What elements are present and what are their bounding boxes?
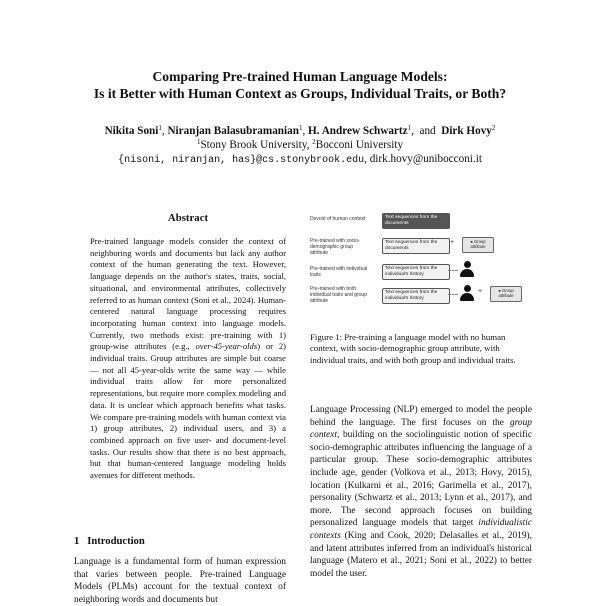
person-icon <box>460 261 474 277</box>
intro-heading <box>74 536 145 547</box>
figure-1 <box>310 212 532 304</box>
author-name: Niranjan Balasubramanian <box>167 125 299 137</box>
intro-title: Introduction <box>87 536 145 547</box>
paper-title-line2: Is it Better with Human Context as Groups, Individual Traits, or Both? <box>93 86 507 101</box>
right-italic-1: group context <box>310 417 532 441</box>
right-text-a: Language Processing (NLP) emerged to model the people behind the language. The first focuses on the <box>310 405 532 428</box>
intro-number: 1 <box>74 536 80 547</box>
fig-group-attr <box>490 286 522 302</box>
fig-text-box: Text sequences from the individual's history <box>382 264 450 280</box>
author-name: Nikita Soni <box>104 125 159 137</box>
fig-text-box: Text sequences from the documents <box>382 213 450 229</box>
abstract-body <box>90 236 286 482</box>
fig-plus: + <box>478 288 483 295</box>
abstract-italic: over-45-year-olds <box>195 341 258 352</box>
fig-text-box: Text sequences from the individual's history <box>382 288 450 304</box>
author-sup: 1 <box>158 124 162 132</box>
right-text-c: (King and Cook, 2020; Delasalles et al., 2019), and latent attributes inferred from an individual's historical language (Matero et al., 2021; Soni et al., 2022) to better model the user. <box>310 530 532 579</box>
affiliations <box>0 138 600 152</box>
fig-group-icon: ● <box>470 239 473 244</box>
fig-row-label: Devoid of human context <box>310 216 366 222</box>
fig-row-label: Pre-trained with socio-demographic group attribute <box>310 238 360 256</box>
right-italic-2: individualistic contexts <box>310 518 532 541</box>
person-icon <box>460 285 474 301</box>
abstract-text-1: Pre-trained language models consider the context of neighboring words and documents but lack any author context of the human generating the text. However, language depends on the author's states, traits, social, situational, and environmental attributes, collectively referred to as human context (Soni et al., 2024). Human-centered natural language processing requires incorporating human context into language models. Currently, two methods exist: pre-training with 1) group-wise attributes (e.g., <box>90 236 286 352</box>
paper-title-line1: Comparing Pre-trained Human Language Models: <box>152 69 448 84</box>
abstract-text-2: ) or 2) individual traits. Group attributes are simple but coarse — not all 45-year-olds write the same way — while individual traits allow for more personalized representations, but require more complex modeling and data. It is unclear which approach benefits what tasks. We compare pre-training models with human context via 1) group attributes, 2) individual users, and 3) a combined approach on five user- and document-level tasks. Our results show that there is no best approach, but that human-centered language modeling holds avenues for different methods. <box>90 341 286 481</box>
fig-row-label: Pre-trained with both individual traits and group attribute <box>310 286 367 304</box>
right-body <box>310 404 532 580</box>
affil-sup: 1 <box>196 138 201 146</box>
author-sup: 1 <box>407 124 412 132</box>
fig-plus: + <box>450 239 455 246</box>
author-name: Dirk Hovy <box>441 125 492 137</box>
fig-group-icon: ● <box>498 288 501 293</box>
fig-row-label: Pre-trained with individual traits <box>310 266 368 278</box>
abstract-heading: Abstract <box>167 212 209 224</box>
email-mono: {nisoni, niranjan, has}@cs.stonybrook.edu <box>118 155 365 166</box>
fig-connector <box>448 294 458 295</box>
emails <box>0 152 600 168</box>
author-name: H. Andrew Schwartz <box>308 125 408 137</box>
author-sup: 2 <box>491 124 496 132</box>
fig-group-attr-label: Group attribute <box>470 239 486 249</box>
intro-body: Language is a fundamental form of human expression that varies between people. Pre-trained Language Models (PLMs) account for the textual context of neighboring words and documents but <box>74 557 286 605</box>
email-plain: , dirk.hovy@unibocconi.it <box>364 153 482 165</box>
fig-connector <box>448 270 458 271</box>
author-and: and <box>419 125 436 137</box>
figure-caption: Figure 1: Pre-training a language model with no human context, with socio-demographic group attribute, with individual traits, and with both group and individual traits. <box>310 332 516 365</box>
right-text-b: , building on the sociolinguistic notion of specific socio-demographic attributes influencing the language of a particular group. These socio-demographic attributes include age, gender (Volkova et al., 2013; Hovy, 2015), location (Kulkarni et al., 2016; Garimella et al., 2017), personality (Schwartz et al., 2013; Lynn et al., 2017), and more. The second approach focuses on building personalized language models that target <box>310 430 532 529</box>
fig-group-attr-label: Group attribute <box>498 288 514 298</box>
fig-text-box: Text sequences from the documents <box>382 238 450 254</box>
author-list: Nikita Soni$^1$, Niranjan Balasubramanian$^1$, H. Andrew Schwartz$^1$, and Dirk Hovy$^2$ <box>104 124 496 137</box>
fig-group-attr <box>462 237 494 253</box>
affil-2: Bocconi University <box>315 139 404 151</box>
affil-1: Stony Brook University, <box>200 139 310 151</box>
author-sup: 1 <box>298 124 303 132</box>
affil-sup: 2 <box>312 138 316 146</box>
